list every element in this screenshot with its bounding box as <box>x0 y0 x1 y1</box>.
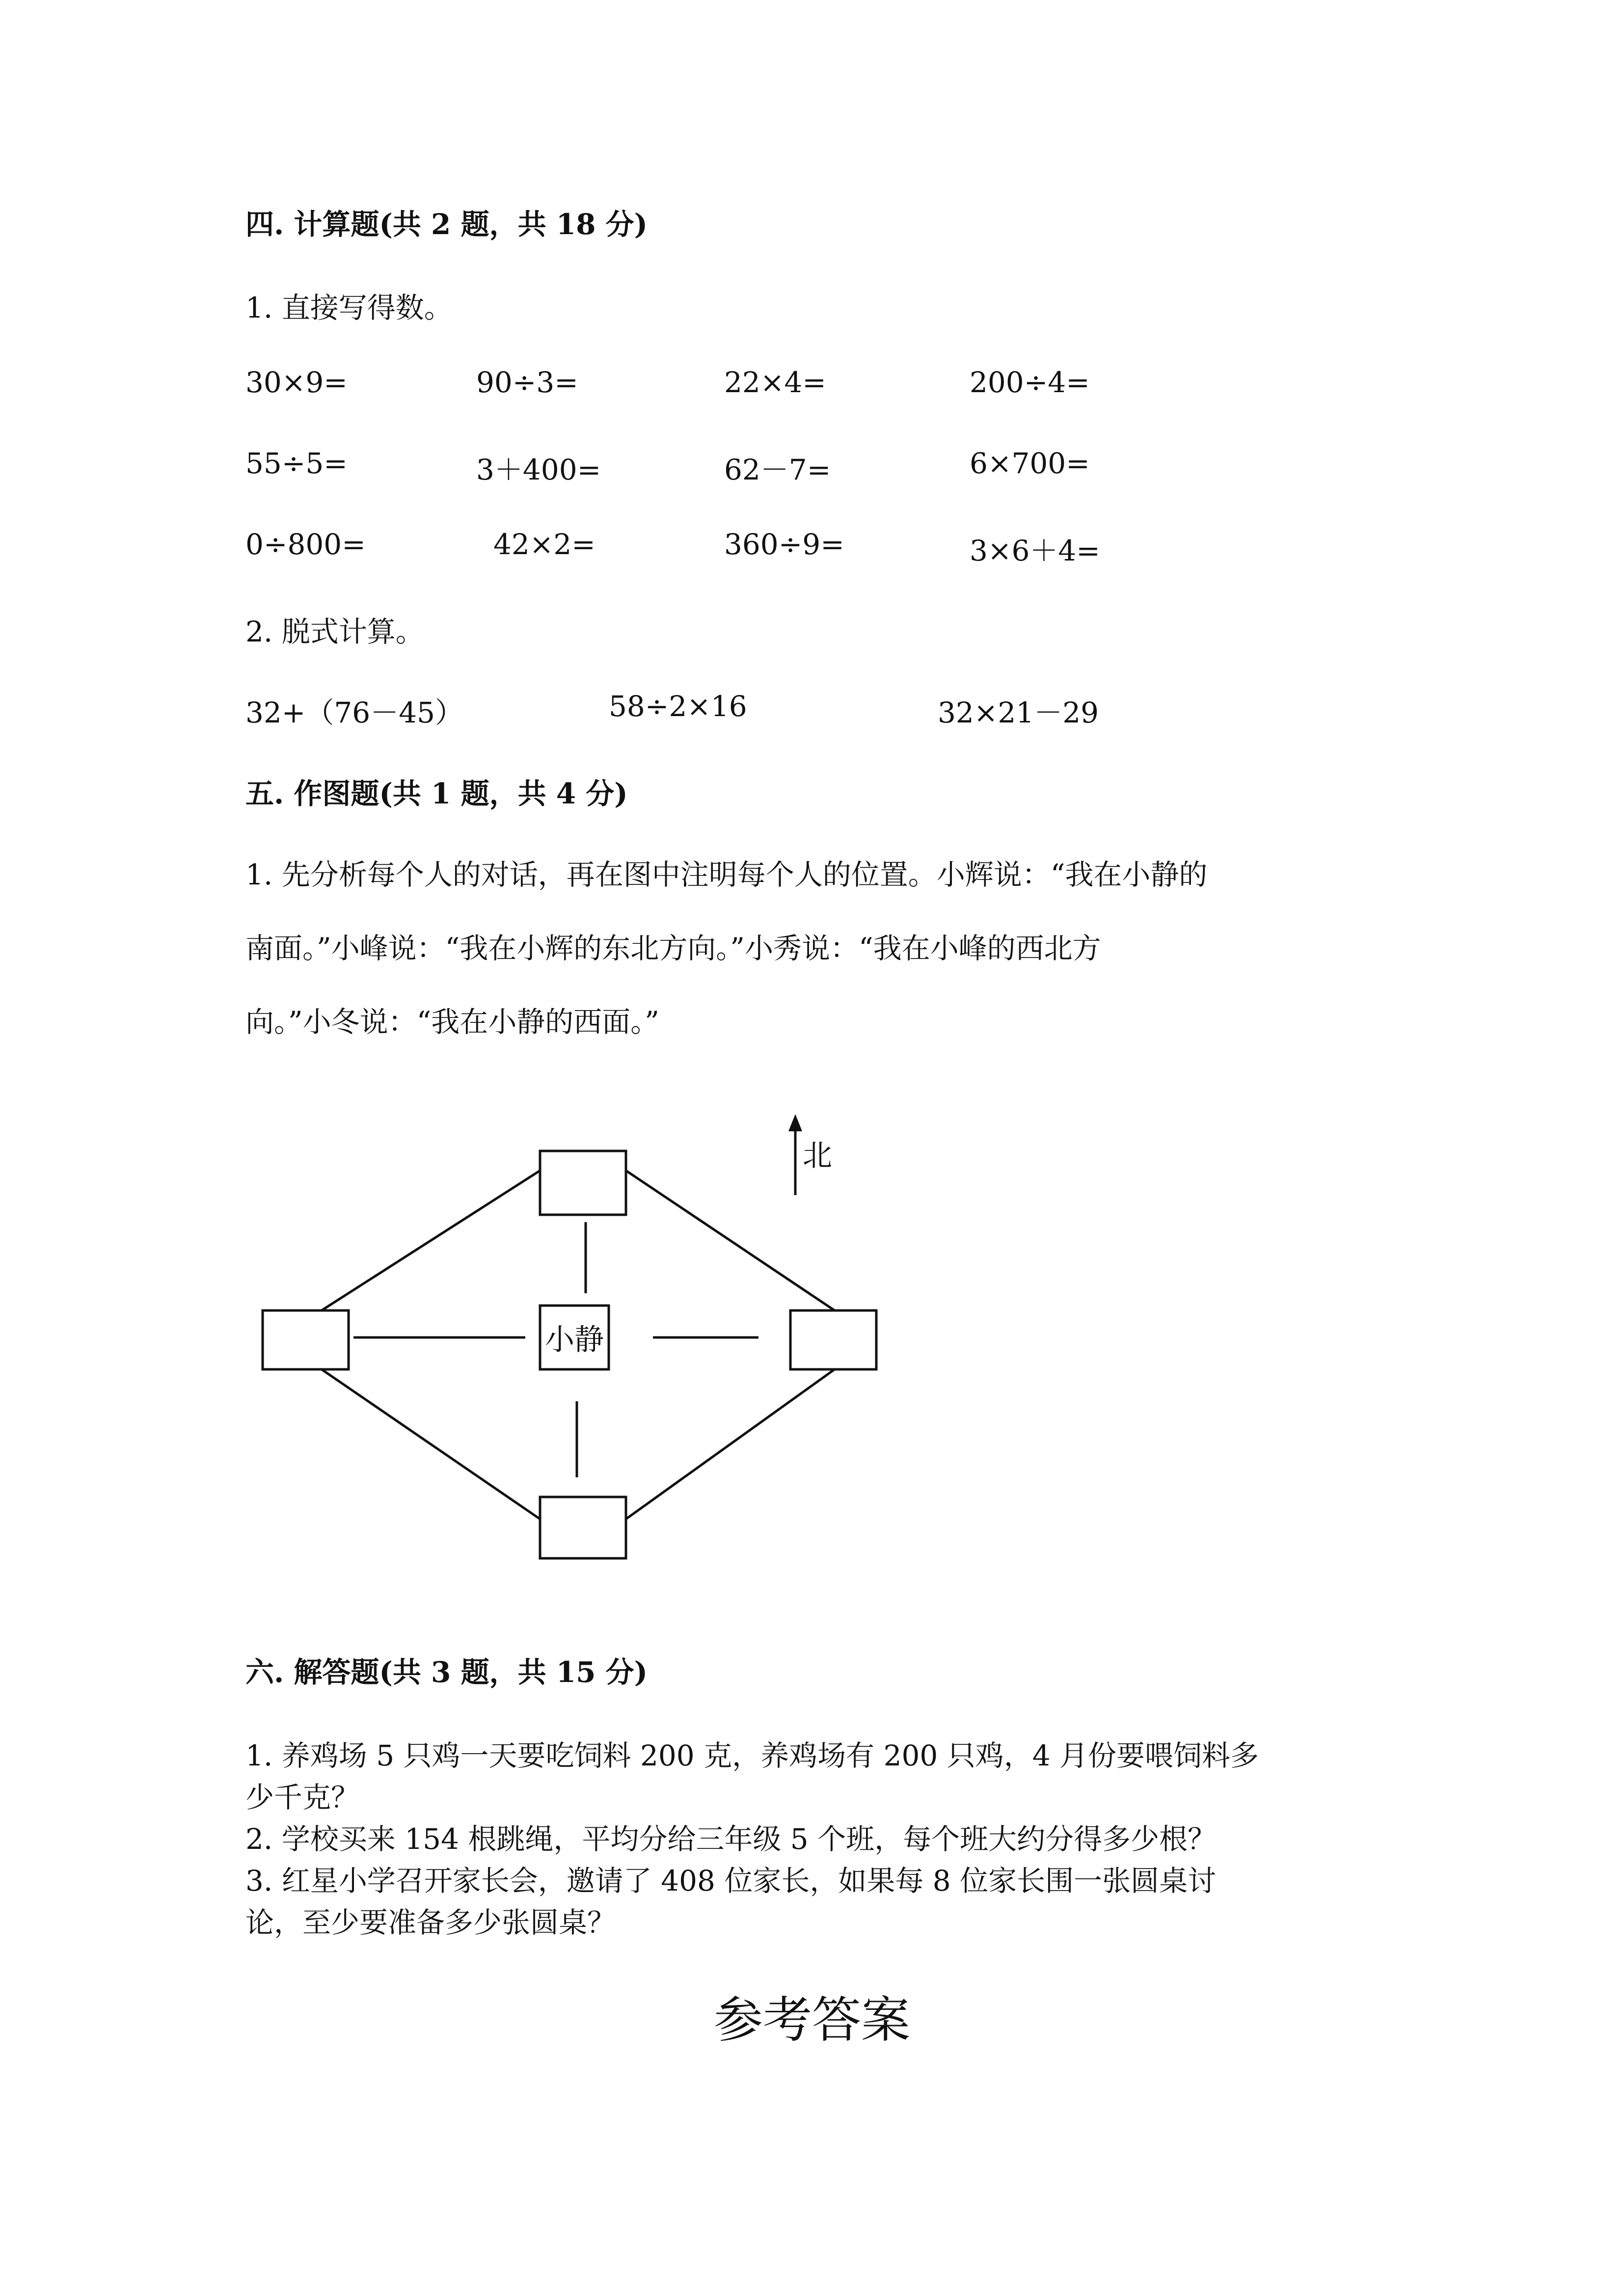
q2-title: 2. 脱式计算。 <box>245 615 424 648</box>
section5-heading: 五. 作图题(共 1 题，共 4 分) <box>245 777 628 810</box>
question-line: 南面。”小峰说：“我在小辉的东北方向。”小秀说：“我在小峰的西北方 <box>245 932 1101 965</box>
question-line: 1. 先分析每个人的对话，再在图中注明每个人的位置。小辉说：“我在小静的 <box>245 858 1208 891</box>
top-box <box>540 1151 626 1215</box>
diagram-edge <box>626 1369 835 1519</box>
calc-item: 42×2= <box>493 528 595 561</box>
diagram-edge <box>322 1369 540 1519</box>
calc-item: 200÷4= <box>970 366 1090 399</box>
question-line: 1. 养鸡场 5 只鸡一天要吃饲料 200 克，养鸡场有 200 只鸡，4 月份要喂饲料多 <box>245 1739 1259 1772</box>
calc-item: 62－7= <box>724 453 831 486</box>
diagram-edge <box>322 1171 540 1310</box>
section6-heading: 六. 解答题(共 3 题，共 15 分) <box>245 1655 648 1689</box>
question-line: 向。”小冬说：“我在小静的西面。” <box>245 1005 659 1039</box>
answer-title: 参考答案 <box>714 1991 910 2049</box>
calc-item: 360÷9= <box>724 528 844 561</box>
left-box <box>263 1310 349 1369</box>
center-label: 小静 <box>545 1323 604 1357</box>
calc-item: 3×6＋4= <box>970 534 1100 567</box>
q1-title: 1. 直接写得数。 <box>245 291 453 324</box>
calc-item: 0÷800= <box>245 528 366 561</box>
bottom-box <box>540 1497 626 1558</box>
question-line: 少千克？ <box>245 1781 360 1814</box>
right-box <box>790 1310 876 1369</box>
question-line: 3. 红星小学召开家长会，邀请了 408 位家长，如果每 8 位家长围一张圆桌讨 <box>245 1864 1217 1897</box>
calc-item: 55÷5= <box>245 447 348 480</box>
calc-item: 30×9= <box>245 366 348 399</box>
diagram-edge <box>626 1171 835 1310</box>
calc-item: 3＋400= <box>476 453 601 486</box>
question-line: 论，至少要准备多少张圆桌？ <box>245 1906 616 1939</box>
calc-item: 90÷3= <box>476 366 578 399</box>
question-line: 2. 学校买来 154 根跳绳，平均分给三年级 5 个班，每个班大约分得多少根？ <box>245 1822 1217 1856</box>
calc-step-item: 58÷2×16 <box>609 690 747 723</box>
section4-heading: 四. 计算题(共 2 题，共 18 分) <box>245 208 648 241</box>
calc-item: 22×4= <box>724 366 826 399</box>
calc-item: 6×700= <box>970 447 1090 480</box>
calc-step-item: 32+（76－45） <box>245 696 464 729</box>
north-arrow-icon <box>788 1114 802 1131</box>
north-label: 北 <box>803 1139 832 1173</box>
calc-step-item: 32×21－29 <box>938 696 1099 729</box>
